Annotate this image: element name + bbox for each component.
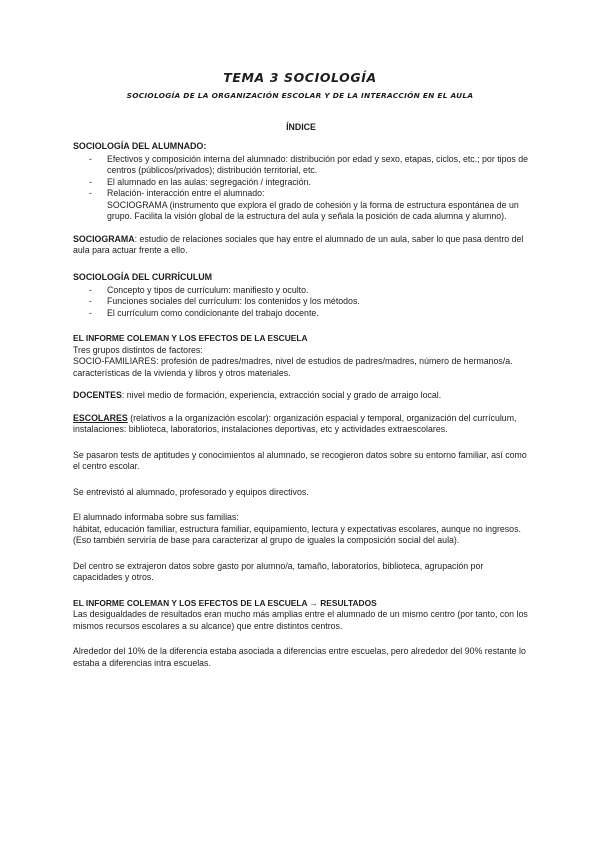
alumnado-list: [73, 154, 529, 223]
familias-intro: El alumnado informaba sobre sus familias:: [73, 512, 239, 522]
sociograma-detail: SOCIOGRAMA (instrumento que explora el grado de cohesión y la forma de estructura espontánea de un grupo. Facilita la visión global de la estructura del aula y señala la posición de cada alumna y alumno).: [107, 199, 519, 221]
socio-familiares-paragraph: SOCIO-FAMILIARES: profesión de padres/madres, nivel de estudios de padres/madres, número de hermanos/a. características de la vivienda y libros y otros materiales.: [73, 356, 513, 378]
sociograma-paragraph: [73, 234, 529, 257]
list-item: - El currículum como condicionante del trabajo docente.: [73, 308, 529, 320]
tests-paragraph: Se pasaron tests de aptitudes y conocimientos al alumnado, se recogieron datos sobre su entorno familiar, así como el centro escolar.: [73, 449, 527, 471]
section-coleman-heading: EL INFORME COLEMAN Y LOS EFECTOS DE LA ESCUELA: [73, 333, 308, 343]
index-heading: ÍNDICE: [286, 122, 316, 132]
escolares-text: (relativos a la organización escolar): organización espacial y temporal, organización del currículum, instalaciones: biblioteca, laboratorios, instalaciones deportivas, etc y actividades extraescolares.: [73, 412, 517, 434]
list-item: - Concepto y tipos de currículum: manifiesto y oculto.: [73, 285, 529, 297]
document-header: [0, 70, 600, 102]
sociograma-definition: : estudio de relaciones sociales que hay entre el alumnado de un aula, saber lo que pasa dentro del aula para actuar frente a ello.: [73, 233, 524, 255]
list-item-text: Relación- interacción entre el alumnado:: [107, 188, 265, 198]
escolares-paragraph: [73, 413, 529, 436]
docentes-term: DOCENTES: [73, 390, 122, 400]
resultados-paragraph-2: Alrededor del 10% de la diferencia estaba asociada a diferencias entre escuelas, pero alrededor del 90% restante lo estaba a diferencias intra escuelas.: [73, 646, 526, 668]
resultados-paragraph-1: Las desigualdades de resultados eran mucho más amplias entre el alumnado de un mismo centro (por tanto, con los mismos recursos escolares a su alcance) que entre distintos centros.: [73, 609, 528, 631]
document-title: TEMA 3 SOCIOLOGÍA: [223, 70, 377, 85]
sociograma-term: SOCIOGRAMA: [73, 233, 135, 244]
section-curriculum-heading: SOCIOLOGÍA DEL CURRÍCULUM: [73, 271, 213, 282]
list-item: - El alumnado en las aulas: segregación / integración.: [73, 177, 529, 189]
centro-paragraph: Del centro se extrajeron datos sobre gasto por alumno/a, tamaño, laboratorios, biblioteca, agrupación por capacidades y otros.: [73, 560, 484, 582]
familias-list: hábitat, educación familiar, estructura familiar, equipamiento, lectura y expectativas escolares, aunque no ingresos.: [73, 523, 521, 534]
document-subtitle: SOCIOLOGÍA DE LA ORGANIZACIÓN ESCOLAR Y DE LA INTERACCIÓN EN EL AULA: [126, 91, 474, 100]
section-resultados-heading: EL INFORME COLEMAN Y LOS EFECTOS DE LA ESCUELA → RESULTADOS: [73, 597, 377, 608]
document-body: [73, 122, 529, 669]
curriculum-list: [73, 285, 529, 320]
list-item: [73, 188, 529, 223]
list-item: - Funciones sociales del currículum: los contenidos y los métodos.: [73, 296, 529, 308]
familias-note: (Eso también serviría de base para caracterizar al grupo de iguales la composición social del aula).: [73, 535, 460, 545]
factors-intro: Tres grupos distintos de factores:: [73, 344, 203, 355]
entrevisto-paragraph: Se entrevistó al alumnado, profesorado y equipos directivos.: [73, 486, 309, 497]
escolares-term: ESCOLARES: [73, 412, 128, 423]
list-item: - Efectivos y composición interna del alumnado: distribución por edad y sexo, etapas, ciclos, etc.; por tipos de centros (públicos/privados); distribución territorial, etc.: [73, 154, 529, 177]
section-alumnado-heading: SOCIOLOGÍA DEL ALUMNADO:: [73, 140, 207, 151]
docentes-paragraph: [73, 390, 529, 402]
docentes-text: : nivel medio de formación, experiencia, extracción social y grado de arraigo local.: [121, 390, 442, 400]
